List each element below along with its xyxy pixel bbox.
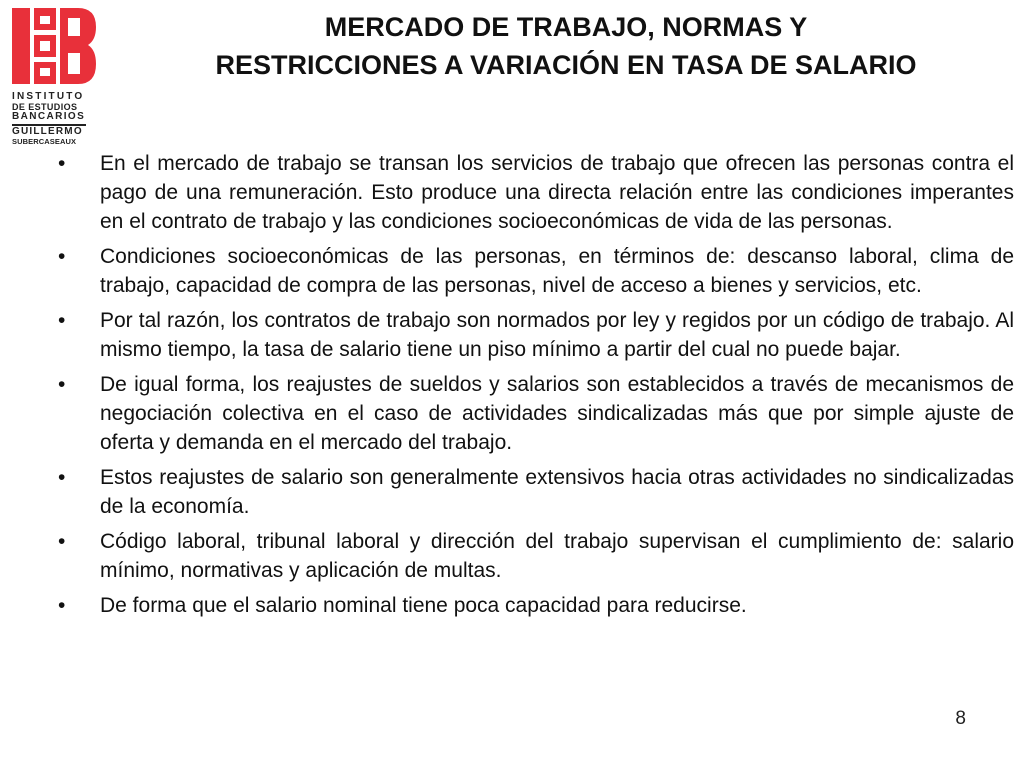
bullet-item [58,527,1014,585]
bullet-item [58,149,1014,236]
logo-line-de-estudios: DE ESTUDIOS [12,102,78,112]
bullet-text: En el mercado de trabajo se transan los servicios de trabajo que ofrecen las personas contra el pago de una remuneración. Esto produce una directa relación entre las condiciones imperantes en el contrato de trabajo y las condiciones socioeconómicas de vida de las personas. [100,152,1014,233]
bullet-text: Estos reajustes de salario son generalmente extensivos hacia otras actividades no sindicalizadas de la economía. [100,466,1014,518]
bullet-text: Código laboral, tribunal laboral y dirección del trabajo supervisan el cumplimiento de: salario mínimo, normativas y aplicación de multas. [100,530,1014,582]
slide-title-line-1: MERCADO DE TRABAJO, NORMAS Y [324,12,808,42]
logo-line-instituto: INSTITUTO [12,91,85,102]
bullet-icon: • [58,373,66,396]
bullet-text: De forma que el salario nominal tiene poca capacidad para reducirse. [100,594,747,617]
bullet-icon: • [58,466,66,489]
bullet-item [58,306,1014,364]
bullet-icon: • [58,594,66,617]
bullet-icon: • [58,309,66,332]
bullet-item [58,370,1014,457]
slide-title [110,8,1022,84]
logo-line-bancarios: BANCARIOS [12,111,86,122]
bullet-icon: • [58,245,66,268]
bullet-text: Por tal razón, los contratos de trabajo son normados por ley y regidos por un código de trabajo. Al mismo tiempo, la tasa de salario tiene un piso mínimo a partir del cual no puede bajar. [100,309,1014,361]
bullet-list [58,149,1014,626]
bullet-text: Condiciones socioeconómicas de las personas, en términos de: descanso laboral, clima de trabajo, capacidad de compra de las personas, nivel de acceso a bienes y servicios, etc. [100,245,1014,297]
bullet-item [58,242,1014,300]
logo-line-subercaseaux: SUBERCASEAUX [12,136,77,146]
page-number: 8 [955,708,966,729]
bullet-text: De igual forma, los reajustes de sueldos y salarios son establecidos a través de mecanismos de negociación colectiva en el caso de actividades sindicalizadas más que por simple ajuste de oferta y demanda en el mercado del trabajo. [100,373,1014,454]
slide-title-line-2: RESTRICCIONES A VARIACIÓN EN TASA DE SALARIO [215,50,917,80]
institute-logo [8,6,100,166]
bullet-icon: • [58,530,66,553]
bullet-item [58,463,1014,521]
institute-logo-icon [12,8,96,84]
bullet-item [58,591,1014,620]
bullet-icon: • [58,152,66,175]
logo-line-guillermo: GUILLERMO [12,125,83,137]
logo-wordmark [12,92,102,147]
